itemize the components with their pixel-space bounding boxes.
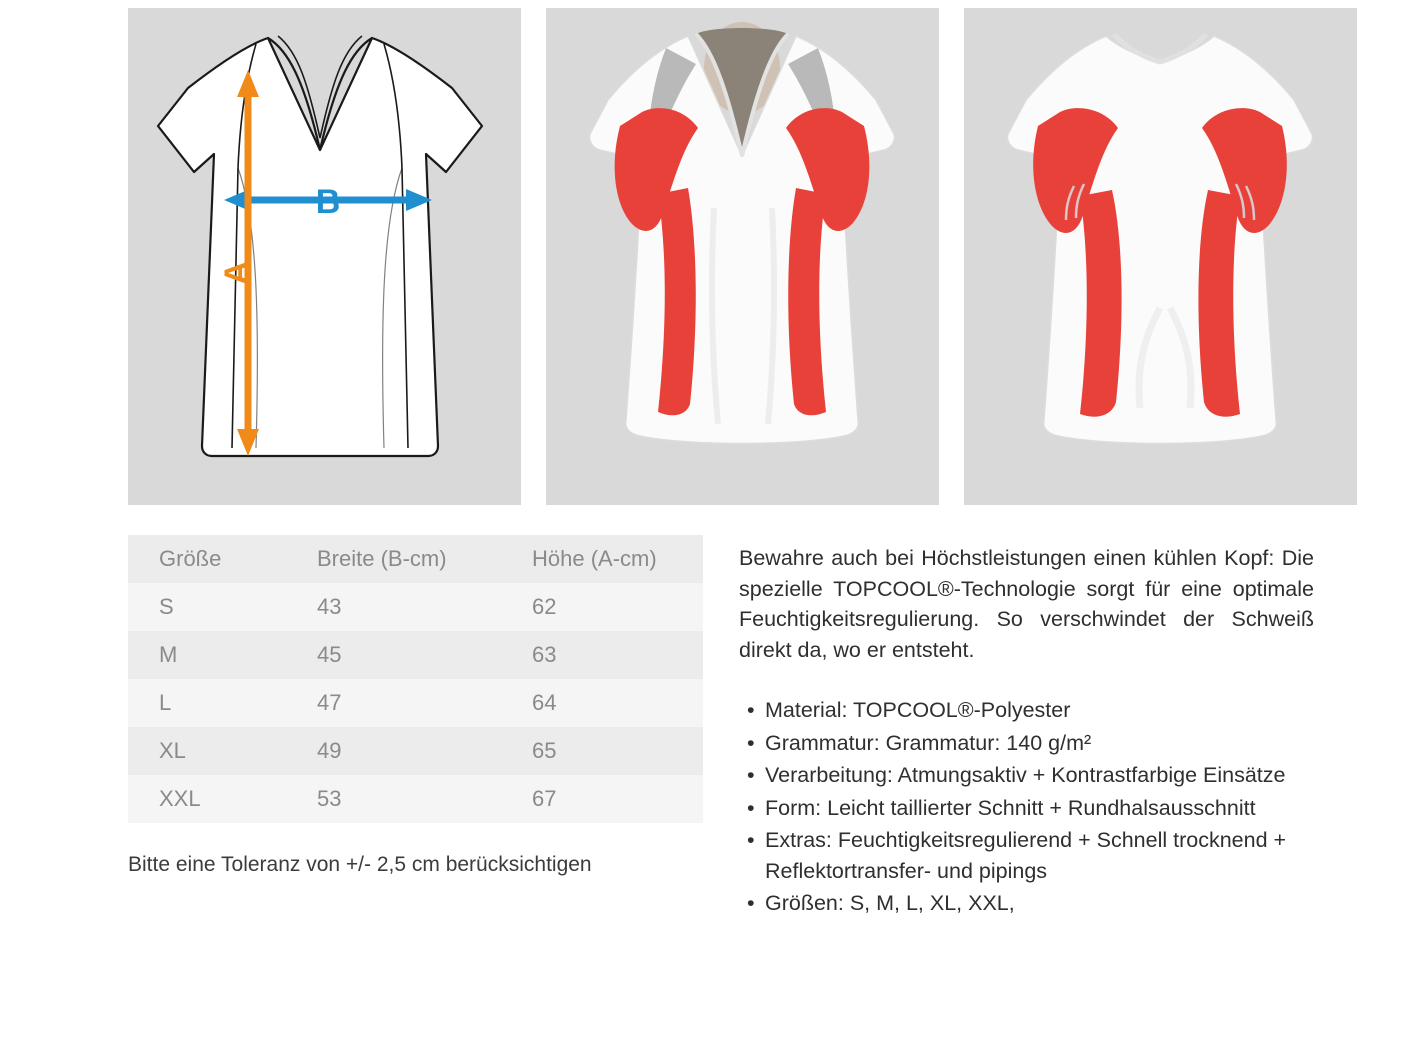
- cell-width: 47: [317, 690, 342, 715]
- column-header-size: Größe: [159, 546, 222, 571]
- cell-height: 67: [532, 786, 557, 811]
- table-row: [128, 679, 703, 727]
- table-row: [128, 727, 703, 775]
- description-paragraph: Bewahre auch bei Höchstleistungen einen kühlen Kopf: Die spezielle TOPCOOL®-Technologie sorgt für eine optimale Feuchtigkeitsregulierung. So verschwindet der Schweiß direkt da, wo er entsteht.: [739, 546, 1314, 662]
- cell-size: XXL: [159, 786, 201, 811]
- cell-height: 62: [532, 594, 557, 619]
- list-item: • Material: TOPCOOL®-Polyester: [739, 695, 1314, 726]
- table-header-row: [128, 535, 703, 583]
- table-row: [128, 631, 703, 679]
- cell-size: M: [159, 642, 178, 667]
- product-image-strip: [0, 0, 1416, 505]
- cell-size: L: [159, 690, 172, 715]
- cell-width: 49: [317, 738, 342, 763]
- front-view-svg: [546, 8, 939, 505]
- height-label: A: [218, 260, 256, 286]
- front-view-card: [546, 8, 939, 505]
- cell-size: S: [159, 594, 174, 619]
- cell-height: 65: [532, 738, 557, 763]
- size-table-column: [128, 535, 703, 921]
- cell-width: 45: [317, 642, 342, 667]
- table-row: [128, 775, 703, 823]
- list-item: • Form: Leicht taillierter Schnitt + Rundhalsausschnitt: [739, 793, 1314, 824]
- details-area: [0, 505, 1416, 921]
- cell-height: 64: [532, 690, 557, 715]
- column-header-width: Breite (B-cm): [317, 546, 447, 571]
- technical-drawing-card: [128, 8, 521, 505]
- cell-height: 63: [532, 642, 557, 667]
- technical-drawing-svg: [128, 8, 521, 505]
- tolerance-note: Bitte eine Toleranz von +/- 2,5 cm berücksichtigen: [128, 853, 592, 876]
- cell-width: 43: [317, 594, 342, 619]
- size-table: [128, 535, 703, 823]
- list-item: • Größen: S, M, L, XL, XXL,: [739, 888, 1314, 919]
- cell-size: XL: [159, 738, 186, 763]
- table-row: [128, 583, 703, 631]
- list-item: • Extras: Feuchtigkeitsregulierend + Schnell trocknend + Reflektortransfer- und pipings: [739, 825, 1314, 886]
- list-item: • Verarbeitung: Atmungsaktiv + Kontrastfarbige Einsätze: [739, 760, 1314, 791]
- cell-width: 53: [317, 786, 342, 811]
- width-label: B: [315, 183, 341, 221]
- back-view-svg: [964, 8, 1357, 505]
- description-column: [739, 535, 1314, 921]
- column-header-height: Höhe (A-cm): [532, 546, 657, 571]
- specs-list: [739, 695, 1314, 919]
- list-item: • Grammatur: Grammatur: 140 g/m²: [739, 728, 1314, 759]
- back-view-card: [964, 8, 1357, 505]
